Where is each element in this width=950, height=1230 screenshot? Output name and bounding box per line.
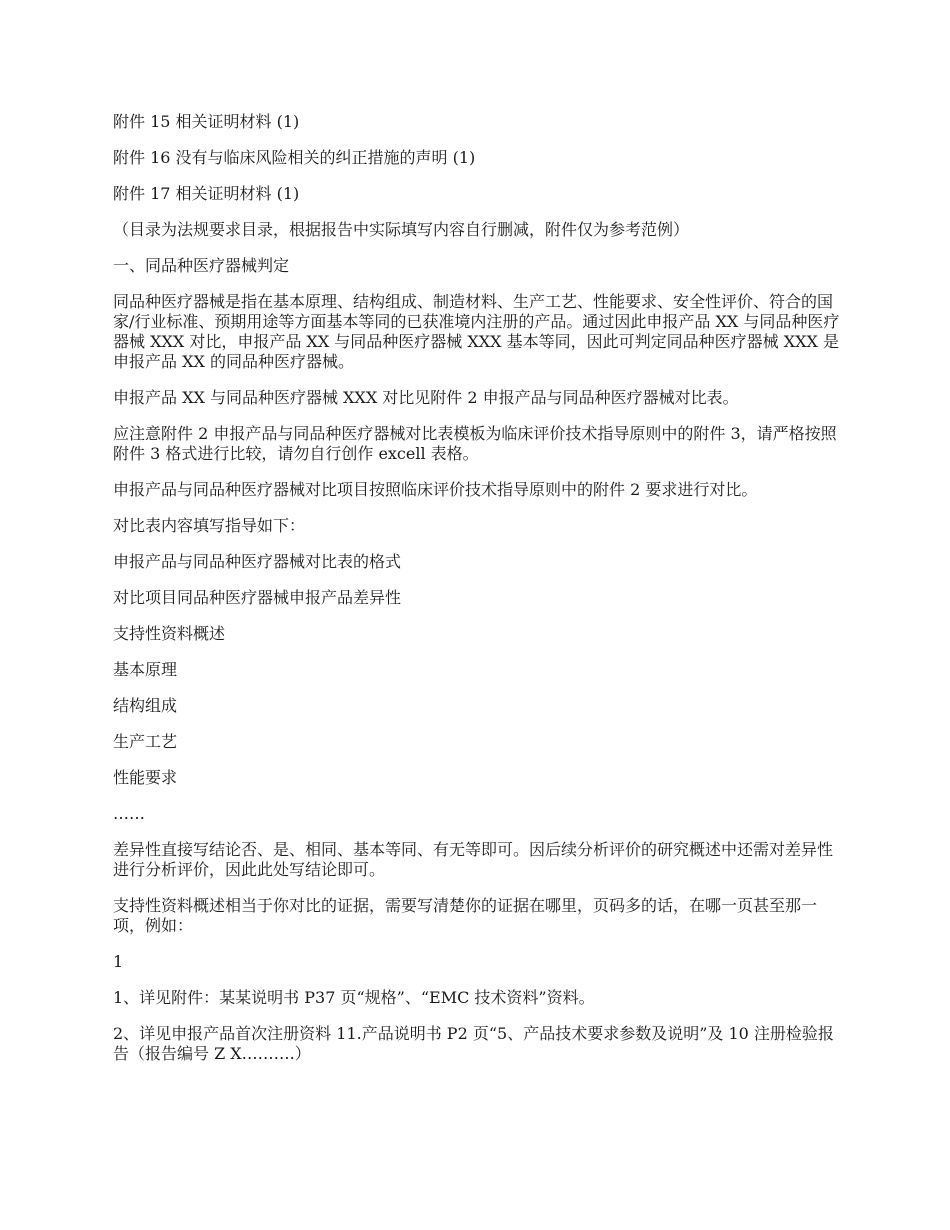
attachment-15-line: 附件 15 相关证明材料 (1): [113, 112, 300, 131]
paragraph-comparison-items: 申报产品与同品种医疗器械对比项目按照临床评价技术指导原则中的附件 2 要求进行对比。: [113, 480, 758, 499]
paragraph-definition: 同品种医疗器械是指在基本原理、结构组成、制造材料、生产工艺、性能要求、安全性评价、符合的国家/行业标准、预期用途等方面基本等同的已获准境内注册的产品。通过因此申报产品 XX 与同品种医疗器械 XXX 对比，申报产品 XX 与同品种医疗器械 XXX 基本等同，因此可判定同品种医疗器械 XXX 是申报产品 XX 的同品种医疗器械。: [113, 292, 840, 371]
paragraph-comparison-ref: 申报产品 XX 与同品种医疗器械 XXX 对比见附件 2 申报产品与同品种医疗器械对比表。: [113, 388, 739, 407]
paragraph-supporting-info: 支持性资料概述相当于你对比的证据，需要写清楚你的证据在哪里，页码多的话，在哪一页甚至那一项，例如：: [113, 896, 818, 935]
list-item: 对比项目同品种医疗器械申报产品差异性: [113, 588, 402, 607]
paragraph-difference: 差异性直接写结论否、是、相同、基本等同、有无等即可。因后续分析评价的研究概述中还需对差异性进行分析评价，因此此处写结论即可。: [113, 840, 834, 879]
list-item: 申报产品与同品种医疗器械对比表的格式: [113, 552, 402, 571]
list-item: 支持性资料概述: [113, 624, 226, 643]
attachment-16-line: 附件 16 没有与临床风险相关的纠正措施的声明 (1): [113, 148, 476, 167]
list-item: 性能要求: [113, 768, 178, 787]
example-item-1: 1、详见附件：某某说明书 P37 页“规格”、“EMC 技术资料”资料。: [113, 988, 595, 1007]
list-item: 结构组成: [113, 696, 178, 715]
attachment-17-line: 附件 17 相关证明材料 (1): [113, 184, 300, 203]
document-body: [113, 112, 840, 1080]
paragraph-template-note: 应注意附件 2 申报产品与同品种医疗器械对比表模板为临床评价技术指导原则中的附件 3，请严格按照附件 3 格式进行比较，请勿自行创作 excell 表格。: [113, 424, 837, 463]
example-item-2: 2、详见申报产品首次注册资料 11.产品说明书 P2 页“5、产品技术要求参数及说明”及 10 注册检验报告（报告编号 Z X……….）: [113, 1024, 834, 1063]
example-number: 1: [113, 952, 124, 971]
list-item: 基本原理: [113, 660, 178, 679]
list-item: 生产工艺: [113, 732, 178, 751]
ellipsis-line: ……: [113, 804, 145, 823]
paragraph-guide-intro: 对比表内容填写指导如下：: [113, 516, 306, 535]
toc-note: （目录为法规要求目录，根据报告中实际填写内容自行删减，附件仅为参考范例）: [113, 220, 690, 239]
section-heading: 一、同品种医疗器械判定: [113, 256, 290, 275]
